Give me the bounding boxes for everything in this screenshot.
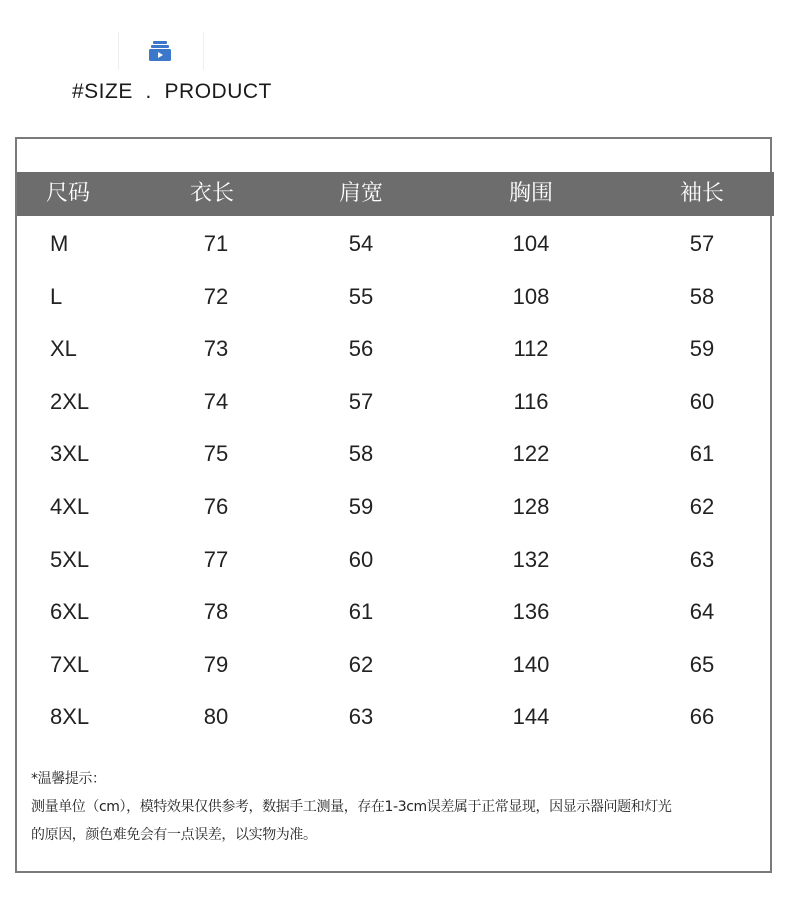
- cell-size: 3XL: [50, 441, 90, 467]
- table-row: [0, 218, 790, 270]
- cell-size: 5XL: [50, 546, 90, 572]
- table-row: [0, 691, 790, 743]
- cell-shoulder: 56: [348, 336, 374, 362]
- cell-chest: 128: [512, 494, 550, 519]
- cell-size: M: [50, 231, 69, 256]
- cell-shoulder: 61: [348, 599, 374, 625]
- cell-sleeve: 65: [689, 651, 715, 677]
- cell-sleeve: 66: [689, 704, 715, 730]
- cell-sleeve: 58: [689, 283, 715, 309]
- cell-sleeve: 62: [689, 494, 715, 519]
- table-row: [0, 428, 790, 480]
- cell-chest: 116: [513, 388, 549, 414]
- header-icon-box: [118, 32, 204, 70]
- cell-sleeve: 64: [689, 599, 715, 625]
- cell-size: 4XL: [50, 494, 90, 519]
- cell-size: 8XL: [50, 704, 90, 730]
- cell-shoulder: 62: [348, 651, 374, 677]
- cell-length: 79: [203, 651, 229, 677]
- cell-length: 78: [203, 599, 229, 625]
- table-header: [17, 172, 774, 216]
- cell-chest: 144: [512, 704, 550, 730]
- table-row: [0, 271, 790, 323]
- cell-sleeve: 60: [689, 388, 715, 414]
- cell-sleeve: 59: [689, 336, 715, 362]
- table-row: [0, 534, 790, 586]
- col-header-sleeve: 袖长: [679, 181, 725, 206]
- cell-chest: 132: [512, 546, 550, 572]
- section-title: #SIZE . PRODUCT: [72, 80, 272, 103]
- cell-chest: 136: [512, 599, 550, 625]
- col-header-shoulder: 肩宽: [338, 181, 384, 206]
- cell-shoulder: 54: [348, 231, 374, 256]
- col-header-size: 尺码: [45, 181, 91, 206]
- table-row: [0, 639, 790, 691]
- notes-line-1: 测量单位（cm），模特效果仅供参考，数据手工测量，存在1-3cm误差属于正常显现，因显示器问题和灯光: [31, 799, 672, 815]
- cell-length: 80: [203, 704, 229, 730]
- cell-shoulder: 60: [348, 546, 374, 572]
- cell-length: 73: [203, 336, 229, 362]
- cell-chest: 122: [512, 441, 550, 467]
- notes-line-2: 的原因，颜色难免会有一点误差，以实物为准。: [31, 827, 317, 843]
- col-header-chest: 胸围: [508, 181, 554, 206]
- cell-shoulder: 55: [348, 283, 374, 309]
- cell-shoulder: 63: [348, 704, 374, 730]
- table-row: [0, 586, 790, 638]
- cell-shoulder: 57: [348, 388, 374, 414]
- cell-size: 6XL: [50, 599, 90, 625]
- cell-size: 2XL: [50, 388, 90, 414]
- cell-size: 7XL: [50, 651, 90, 677]
- cell-length: 76: [203, 494, 229, 519]
- cell-chest: 112: [513, 336, 549, 362]
- cell-sleeve: 57: [689, 231, 715, 256]
- cell-shoulder: 58: [348, 441, 374, 467]
- cell-chest: 104: [512, 231, 550, 256]
- cell-shoulder: 59: [348, 494, 374, 519]
- cell-length: 72: [203, 283, 229, 309]
- table-row: [0, 323, 790, 375]
- cell-size: L: [50, 283, 63, 309]
- notes-title: *温馨提示：: [31, 771, 106, 787]
- cell-sleeve: 63: [689, 546, 715, 572]
- table-row: [0, 376, 790, 428]
- cell-chest: 108: [512, 283, 550, 309]
- col-header-length: 衣长: [189, 181, 235, 206]
- cell-length: 74: [203, 388, 229, 414]
- cell-sleeve: 61: [689, 441, 715, 467]
- cell-size: XL: [50, 336, 77, 362]
- cell-length: 75: [203, 441, 229, 467]
- cell-length: 77: [203, 546, 229, 572]
- stacked-box-icon: [147, 40, 173, 62]
- table-row: [0, 481, 790, 533]
- cell-chest: 140: [512, 651, 550, 677]
- cell-length: 71: [203, 231, 229, 256]
